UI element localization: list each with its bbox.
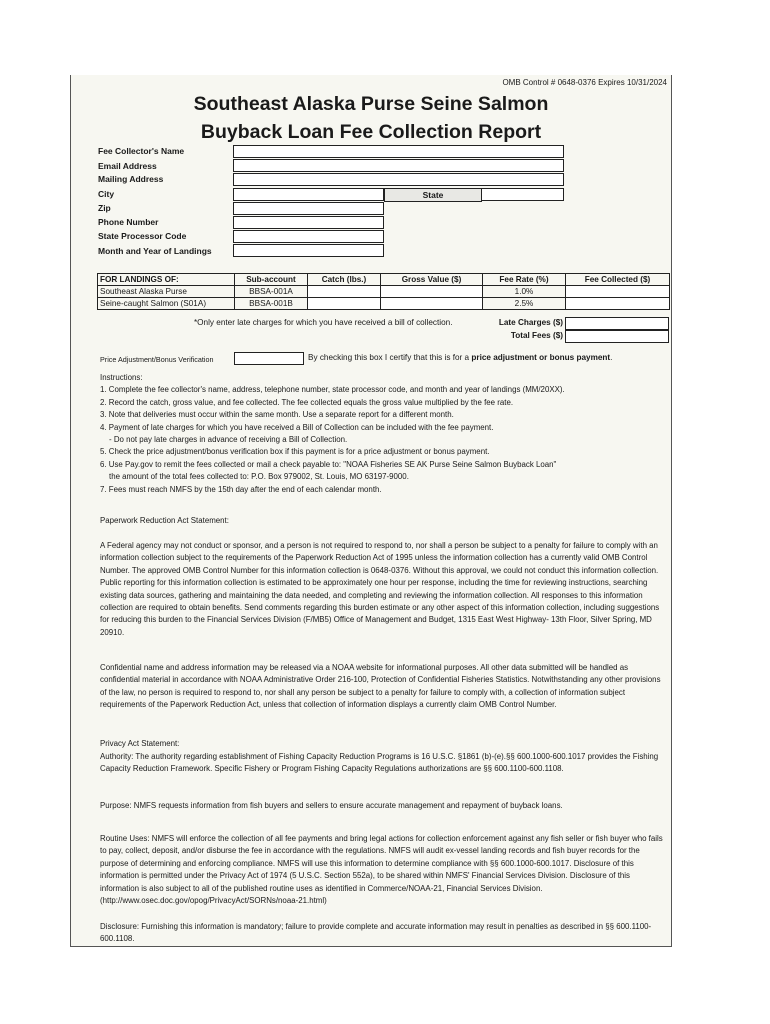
instruction-item: 5. Check the price adjustment/bonus verification box if this payment is for a price adjustment or bonus payment. xyxy=(100,447,490,457)
catch-input[interactable] xyxy=(308,298,381,310)
instructions-block xyxy=(100,372,666,496)
confidential-paragraph: Confidential name and address information may be released via a NOAA website for informational purposes. All other data submitted will be handled as confidential material in accordance with NOAA Administrative Order 216-100, Protection of Confidential Fisheries Statistics. Notwithstanding any other provisions of the law, no person is required to respond to, nor shall any person be subject to a penalty for failure to comply with, a collection of information subject requirements of the Paperwork Reduction Act, unless that collection of information displays a currently claim OMB Control Number. xyxy=(100,663,661,710)
state-field[interactable] xyxy=(481,188,564,201)
landing-cell: Seine-caught Salmon (S01A) xyxy=(98,298,235,310)
landings-table xyxy=(97,273,670,310)
pra-paragraph: A Federal agency may not conduct or sponsor, and a person is not required to respond to, nor shall a person be subject to a penalty for failure to comply with an information collection subject to the requirements of the Paperwork Reduction Act of 1995 unless the information collection has a currently valid OMB Control Number. The approved OMB Control Number for this information collection is 0648-0376. Without this approval, we could not conduct this information collection. Public reporting for this information collection is estimated to be approximately one hour per response, including the time for reviewing instructions, searching existing data sources, gathering and maintaining the data needed, and completing and reviewing the information collection. All responses to this information collection are required to obtain benefits. Send comments regarding this burden estimate or any other aspect of this information collection, including suggestions for reducing this burden to the Financial Services Division (F/MB5) Office of Management and Budget, 1315 East West Highway- 13th Floor, Silver Spring, MD 20910. xyxy=(100,541,660,637)
gross-value-input[interactable] xyxy=(381,286,483,298)
price-adjustment-checkbox[interactable] xyxy=(234,352,304,365)
month-year-label: Month and Year of Landings xyxy=(98,246,212,256)
form-title-line1: Southeast Alaska Purse Seine Salmon xyxy=(193,93,549,115)
landing-cell: Southeast Alaska Purse xyxy=(98,286,235,298)
privacy-purpose: Purpose: NMFS requests information from fish buyers and sellers to ensure accurate management and repayment of buyback loans. xyxy=(100,801,563,810)
privacy-disclosure: Disclosure: Furnishing this information is mandatory; failure to provide complete and accurate information may result in penalties as described in §§ 600.1100-600.1108. xyxy=(100,922,652,944)
email-field[interactable] xyxy=(233,159,564,172)
instruction-item: the amount of the total fees collected to: P.O. Box 979002, St. Louis, MO 63197-9000. xyxy=(109,472,409,482)
fee-rate-cell: 1.0% xyxy=(483,286,566,298)
subaccount-cell: BBSA-001A xyxy=(235,286,308,298)
late-charges-label: Late Charges ($) xyxy=(498,318,563,327)
form-title-line2: Buyback Loan Fee Collection Report xyxy=(200,121,542,143)
fee-collected-input[interactable] xyxy=(566,286,670,298)
price-adjustment-certification xyxy=(308,353,612,362)
instruction-item: 7. Fees must reach NMFS by the 15th day after the end of each calendar month. xyxy=(100,484,382,494)
month-year-field[interactable] xyxy=(233,244,384,257)
instruction-item: - Do not pay late charges in advance of receiving a Bill of Collection. xyxy=(109,435,348,445)
privacy-heading: Privacy Act Statement: xyxy=(100,739,180,748)
certification-period: . xyxy=(610,353,613,362)
late-charges-field[interactable] xyxy=(565,317,669,330)
instruction-item: 4. Payment of late charges for which you have received a Bill of Collection can be included with the fee payment. xyxy=(100,422,494,432)
instructions-heading: Instructions: xyxy=(100,373,143,382)
instruction-item: 1. Complete the fee collector's name, address, telephone number, state processor code, and month and year of landings (MM/20XX). xyxy=(100,385,565,395)
total-fees-label: Total Fees ($) xyxy=(510,331,563,340)
mailing-label: Mailing Address xyxy=(98,174,164,184)
omb-control-number: OMB Control # 0648-0376 Expires 10/31/2024 xyxy=(502,78,667,87)
zip-label: Zip xyxy=(98,203,111,213)
city-label: City xyxy=(98,189,115,199)
instruction-item: 2. Record the catch, gross value, and fee collected. The fee collected equals the gross value multiplied by the fee rate. xyxy=(100,397,514,407)
table-row xyxy=(98,298,670,310)
certification-text: By checking this box I certify that this is for a xyxy=(308,353,472,362)
certification-bold-text: price adjustment or bonus payment xyxy=(471,353,611,362)
fee-rate-cell: 2.5% xyxy=(483,298,566,310)
phone-label: Phone Number xyxy=(98,217,159,227)
processor-code-label: State Processor Code xyxy=(98,231,187,241)
email-label: Email Address xyxy=(98,161,157,171)
processor-code-field[interactable] xyxy=(233,230,384,243)
page-bottom-border xyxy=(70,946,671,947)
header-gross-value: Gross Value ($) xyxy=(381,274,483,286)
privacy-routine-uses: Routine Uses: NMFS will enforce the collection of all fee payments and bring legal actions for collection enforcement against any fish seller or fish buyer who fails to pay, collect, deposit, and/or disburse the fee in accordance with the regulations. NMFS will audit ex-vessel landing records and fish buyer records for the purpose of determining and enforcing compliance. NMFS will use this information to determine compliance with §§ 600.1000-600.1017. Disclosure of this information is permitted under the Privacy Act of 1974 (5 U.S.C. Section 552a), to be shared within NMFS' Financial Services Division. Disclosure of this information is also subject to all of the published routine uses as identified in Commerce/NOAA-21, Financial Services Division. (http://www.osec.doc.gov/opog/PrivacyAct/SORNs/noaa-21.html) xyxy=(100,834,663,906)
catch-input[interactable] xyxy=(308,286,381,298)
late-charges-note: *Only enter late charges for which you have received a bill of collection. xyxy=(194,318,453,327)
fee-collected-input[interactable] xyxy=(566,298,670,310)
header-catch: Catch (lbs.) xyxy=(308,274,381,286)
form-page xyxy=(70,75,672,947)
collector-name-label: Fee Collector's Name xyxy=(98,146,185,156)
phone-field[interactable] xyxy=(233,216,384,229)
total-fees-field[interactable] xyxy=(565,330,669,343)
instruction-item: 6. Use Pay.gov to remit the fees collected or mail a check payable to: "NOAA Fisheries SE AK Purse Seine Salmon Buyback Loan" xyxy=(100,459,557,469)
gross-value-input[interactable] xyxy=(381,298,483,310)
header-fee-collected: Fee Collected ($) xyxy=(566,274,670,286)
subaccount-cell: BBSA-001B xyxy=(235,298,308,310)
header-landings: FOR LANDINGS OF: xyxy=(98,274,235,286)
table-header-row xyxy=(98,274,670,286)
pra-heading: Paperwork Reduction Act Statement: xyxy=(100,516,229,525)
state-label: State xyxy=(384,188,482,202)
privacy-authority: Authority: The authority regarding establishment of Fishing Capacity Reduction Programs is 16 U.S.C. §1861 (b)-(e).§§ 600.1000-600.1017 provides the Fishing Capacity Reduction Framework. Specific Fishery or Program Fishing Capacity Regulations authorizations are §§ 600.1100-600.1108. xyxy=(100,752,659,774)
instruction-item: 3. Note that deliveries must occur within the same month. Use a separate report for a different month. xyxy=(100,410,454,420)
price-adjustment-label: Price Adjustment/Bonus Verification xyxy=(100,355,214,364)
header-fee-rate: Fee Rate (%) xyxy=(483,274,566,286)
header-subaccount: Sub-account xyxy=(235,274,308,286)
collector-name-field[interactable] xyxy=(233,145,564,158)
table-row xyxy=(98,286,670,298)
mailing-address-field[interactable] xyxy=(233,173,564,186)
city-field[interactable] xyxy=(233,188,384,201)
zip-field[interactable] xyxy=(233,202,384,215)
